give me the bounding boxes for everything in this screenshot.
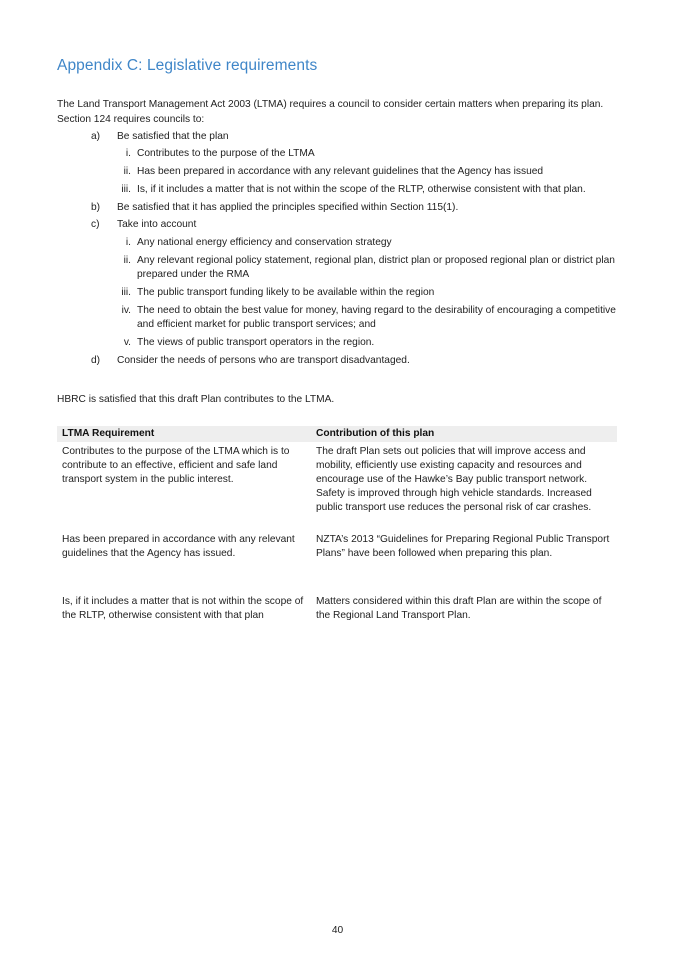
intro-paragraph: The Land Transport Management Act 2003 (LTMA) requires a council to consider certain matters when preparing its plan. Section 124 requires councils to: — [57, 99, 604, 125]
sub-list-item-text: Any relevant regional policy statement, regional plan, district plan or proposed regional plan or district plan prepared under the RMA — [137, 254, 615, 280]
sub-list-item-text: Is, if it includes a matter that is not within the scope of the RLTP, otherwise consistent with that plan. — [137, 184, 586, 195]
sub-list-marker: iii. — [121, 184, 131, 195]
list-item — [57, 218, 627, 350]
list-item-text: Consider the needs of persons who are transport disadvantaged. — [117, 354, 410, 366]
sub-list-marker: i. — [125, 148, 131, 160]
sub-list — [117, 236, 627, 350]
table-header — [57, 426, 617, 442]
sub-list-marker: i. — [125, 236, 131, 248]
satisfied-statement: HBRC is satisfied that this draft Plan contributes to the LTMA. — [57, 394, 335, 405]
contribution-cell: Matters considered within this draft Plan are within the scope of the Regional Land Transport Plan. — [316, 596, 602, 621]
list-item-text: Be satisfied that it has applied the principles specified within Section 115(1). — [117, 201, 459, 213]
sub-list-item-text: The public transport funding likely to be available within the region — [137, 286, 435, 298]
list-marker: d) — [91, 354, 101, 366]
sub-list-item — [117, 286, 627, 300]
sub-list-marker: ii. — [123, 254, 131, 266]
sub-list-marker: iv. — [121, 304, 131, 316]
sub-list-item — [117, 336, 627, 350]
list-item — [57, 130, 627, 197]
sub-list-marker: iii. — [121, 286, 131, 298]
sub-list-item — [117, 147, 627, 161]
sub-list-marker: ii. — [123, 166, 131, 178]
requirement-cell: Contributes to the purpose of the LTMA which is to contribute to an effective, efficient and safe land transport system in the public interest. — [62, 446, 290, 485]
list-item-text: Take into account — [117, 219, 197, 231]
sub-list-item — [117, 254, 627, 283]
table-row — [57, 533, 617, 595]
appendix-heading: Appendix C: Legislative requirements — [57, 57, 318, 74]
sub-list-item-text: Contributes to the purpose of the LTMA — [137, 148, 315, 160]
requirement-cell: Is, if it includes a matter that is not within the scope of the RLTP, otherwise consistent with that plan — [62, 596, 304, 621]
requirement-cell: Has been prepared in accordance with any relevant guidelines that the Agency has issued. — [62, 534, 295, 559]
sub-list-item-text: The views of public transport operators in the region. — [137, 336, 375, 348]
column-header-requirement: LTMA Requirement — [62, 428, 155, 439]
sub-list-marker: v. — [123, 336, 131, 348]
page-number: 40 — [331, 925, 344, 936]
sub-list-item — [117, 165, 627, 179]
list-item — [57, 201, 627, 215]
sub-list — [117, 147, 627, 197]
table-row — [57, 445, 617, 533]
list-item-text: Be satisfied that the plan — [117, 131, 229, 142]
table-row — [57, 595, 617, 655]
requirements-table — [57, 426, 617, 655]
column-header-contribution: Contribution of this plan — [316, 428, 435, 439]
sub-list-item — [117, 236, 627, 250]
sub-list-item — [117, 183, 627, 197]
contribution-cell: The draft Plan sets out policies that will improve access and mobility, efficiently use existing capacity and resources and encourage use of the Hawke’s Bay public transport network. Safety is improved through high vehicle standards. Increased public transport use reduces the personal risk of car crashes. — [316, 446, 592, 513]
contribution-cell: NZTA’s 2013 “Guidelines for Preparing Regional Public Transport Plans” have been followed when preparing this plan. — [316, 534, 610, 559]
list-marker: a) — [91, 131, 101, 142]
list-marker: c) — [91, 219, 100, 231]
sub-list-item-text: The need to obtain the best value for money, having regard to the desirability of encouraging a competitive and efficient market for public transport services; and — [137, 304, 616, 330]
list-marker: b) — [91, 201, 101, 213]
sub-list-item-text: Any national energy efficiency and conservation strategy — [137, 236, 392, 248]
sub-list-item — [117, 304, 627, 333]
sub-list-item-text: Has been prepared in accordance with any relevant guidelines that the Agency has issued — [137, 166, 544, 178]
requirements-list — [57, 130, 627, 371]
list-item — [57, 354, 627, 368]
